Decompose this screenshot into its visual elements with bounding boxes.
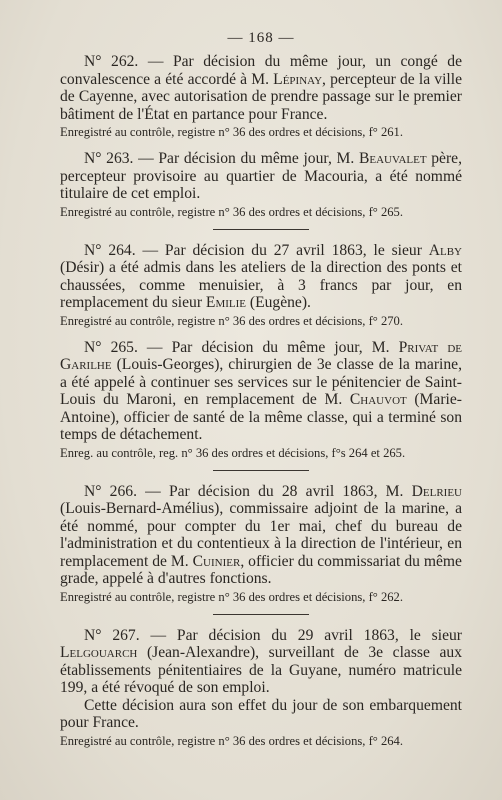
entry-number: N° 267. (84, 626, 140, 644)
person-name: Beauvalet (358, 150, 427, 167)
person-name: Delrieu (411, 482, 463, 500)
entry-267 (60, 627, 462, 749)
registration-line: Enregistré au contrôle, registre n° 36 des ordres et décisions, f° 264. (60, 733, 404, 748)
registration-line: Enregistré au contrôle, registre n° 36 des ordres et décisions, f° 261. (60, 125, 404, 139)
entry-263 (60, 150, 462, 220)
person-name: Lépinay (273, 70, 323, 88)
entry-number: N° 262. (84, 53, 139, 70)
entry-266 (60, 483, 462, 605)
entry-265 (60, 339, 462, 461)
entry-body: N° 263. — Par décision du même jour, M. Beauvalet père, percepteur provisoire au quartier de Macouria, a été nommé titulaire de cet emploi. (60, 150, 462, 202)
registration-line: Enregistré au contrôle, registre n° 36 des ordres et décisions, f° 270. (60, 313, 404, 328)
entry-number: N° 266. (84, 482, 137, 500)
entry-number: N° 265. (84, 338, 138, 356)
person-name: Alby (428, 241, 462, 259)
person-name: Chauvot (349, 391, 407, 408)
registration-line: Enregistré au contrôle, registre n° 36 des ordres et décisions, f° 265. (60, 204, 404, 219)
registration-line: Enreg. au contrôle, reg. n° 36 des ordres et décisions, f°s 264 et 265. (60, 445, 406, 460)
section-divider (213, 470, 309, 471)
entry-continuation: Cette décision aura son effet du jour de son embarquement pour France. (60, 696, 462, 731)
person-name: Cuinier (192, 552, 241, 570)
entry-body: N° 265. — Par décision du même jour, M. Privat de Garilhe (Louis-Georges), chirurgien de 3e classe de la marine, a été appelé à continuer ses services sur le pénitencier de Saint-Louis du Maroni, en remplacement de M. Chauvot (Marie-Antoine), officier de santé de la même classe, qui a terminé son temps de détachement. (60, 338, 462, 443)
entry-body: N° 262. — Par décision du même jour, un congé de convalescence a été accordé à M. Lépinay, percepteur de la ville de Cayenne, avec autorisation de prendre passage sur le premier bâtiment de l'État en partance pour France. (60, 53, 462, 123)
entry-264 (60, 242, 462, 329)
entry-body: N° 267. — Par décision du 29 avril 1863, le sieur Lelgouarch (Jean-Alexandre), surveillant de 3e classe aux établissements pénitentiaires de la Guyane, numéro matricule 199, a été révoqué de son emploi. (60, 626, 462, 696)
section-divider (213, 614, 309, 615)
entry-body: N° 266. — Par décision du 28 avril 1863, M. Delrieu (Louis-Bernard-Amélius), commissaire adjoint de la marine, a été nommé, pour compter du 1er mai, chef du bureau de l'administration et du contentieux à la direction de l'intérieur, en remplacement de M. Cuinier, officier du commissariat du même grade, appelé à d'autres fonctions. (60, 482, 463, 587)
person-name: Emilie (205, 294, 246, 311)
entry-number: N° 263. (84, 150, 134, 167)
section-divider (213, 229, 309, 230)
spacer (60, 329, 462, 339)
page-number: — 168 — (227, 30, 295, 46)
person-name: Lelgouarch (60, 644, 138, 661)
person-name: Privat de Garilhe (60, 338, 462, 373)
registration-line: Enregistré au contrôle, registre n° 36 des ordres et décisions, f° 262. (60, 589, 404, 604)
entry-body: N° 264. — Par décision du 27 avril 1863, le sieur Alby (Désir) a été admis dans les ateliers de la direction des ponts et chaussées, comme menuisier, à 3 francs par jour, en remplacement du sieur Emilie (Eugène). (60, 241, 462, 311)
entry-262 (60, 53, 462, 140)
spacer (60, 140, 462, 150)
entry-number: N° 264. (84, 241, 136, 259)
